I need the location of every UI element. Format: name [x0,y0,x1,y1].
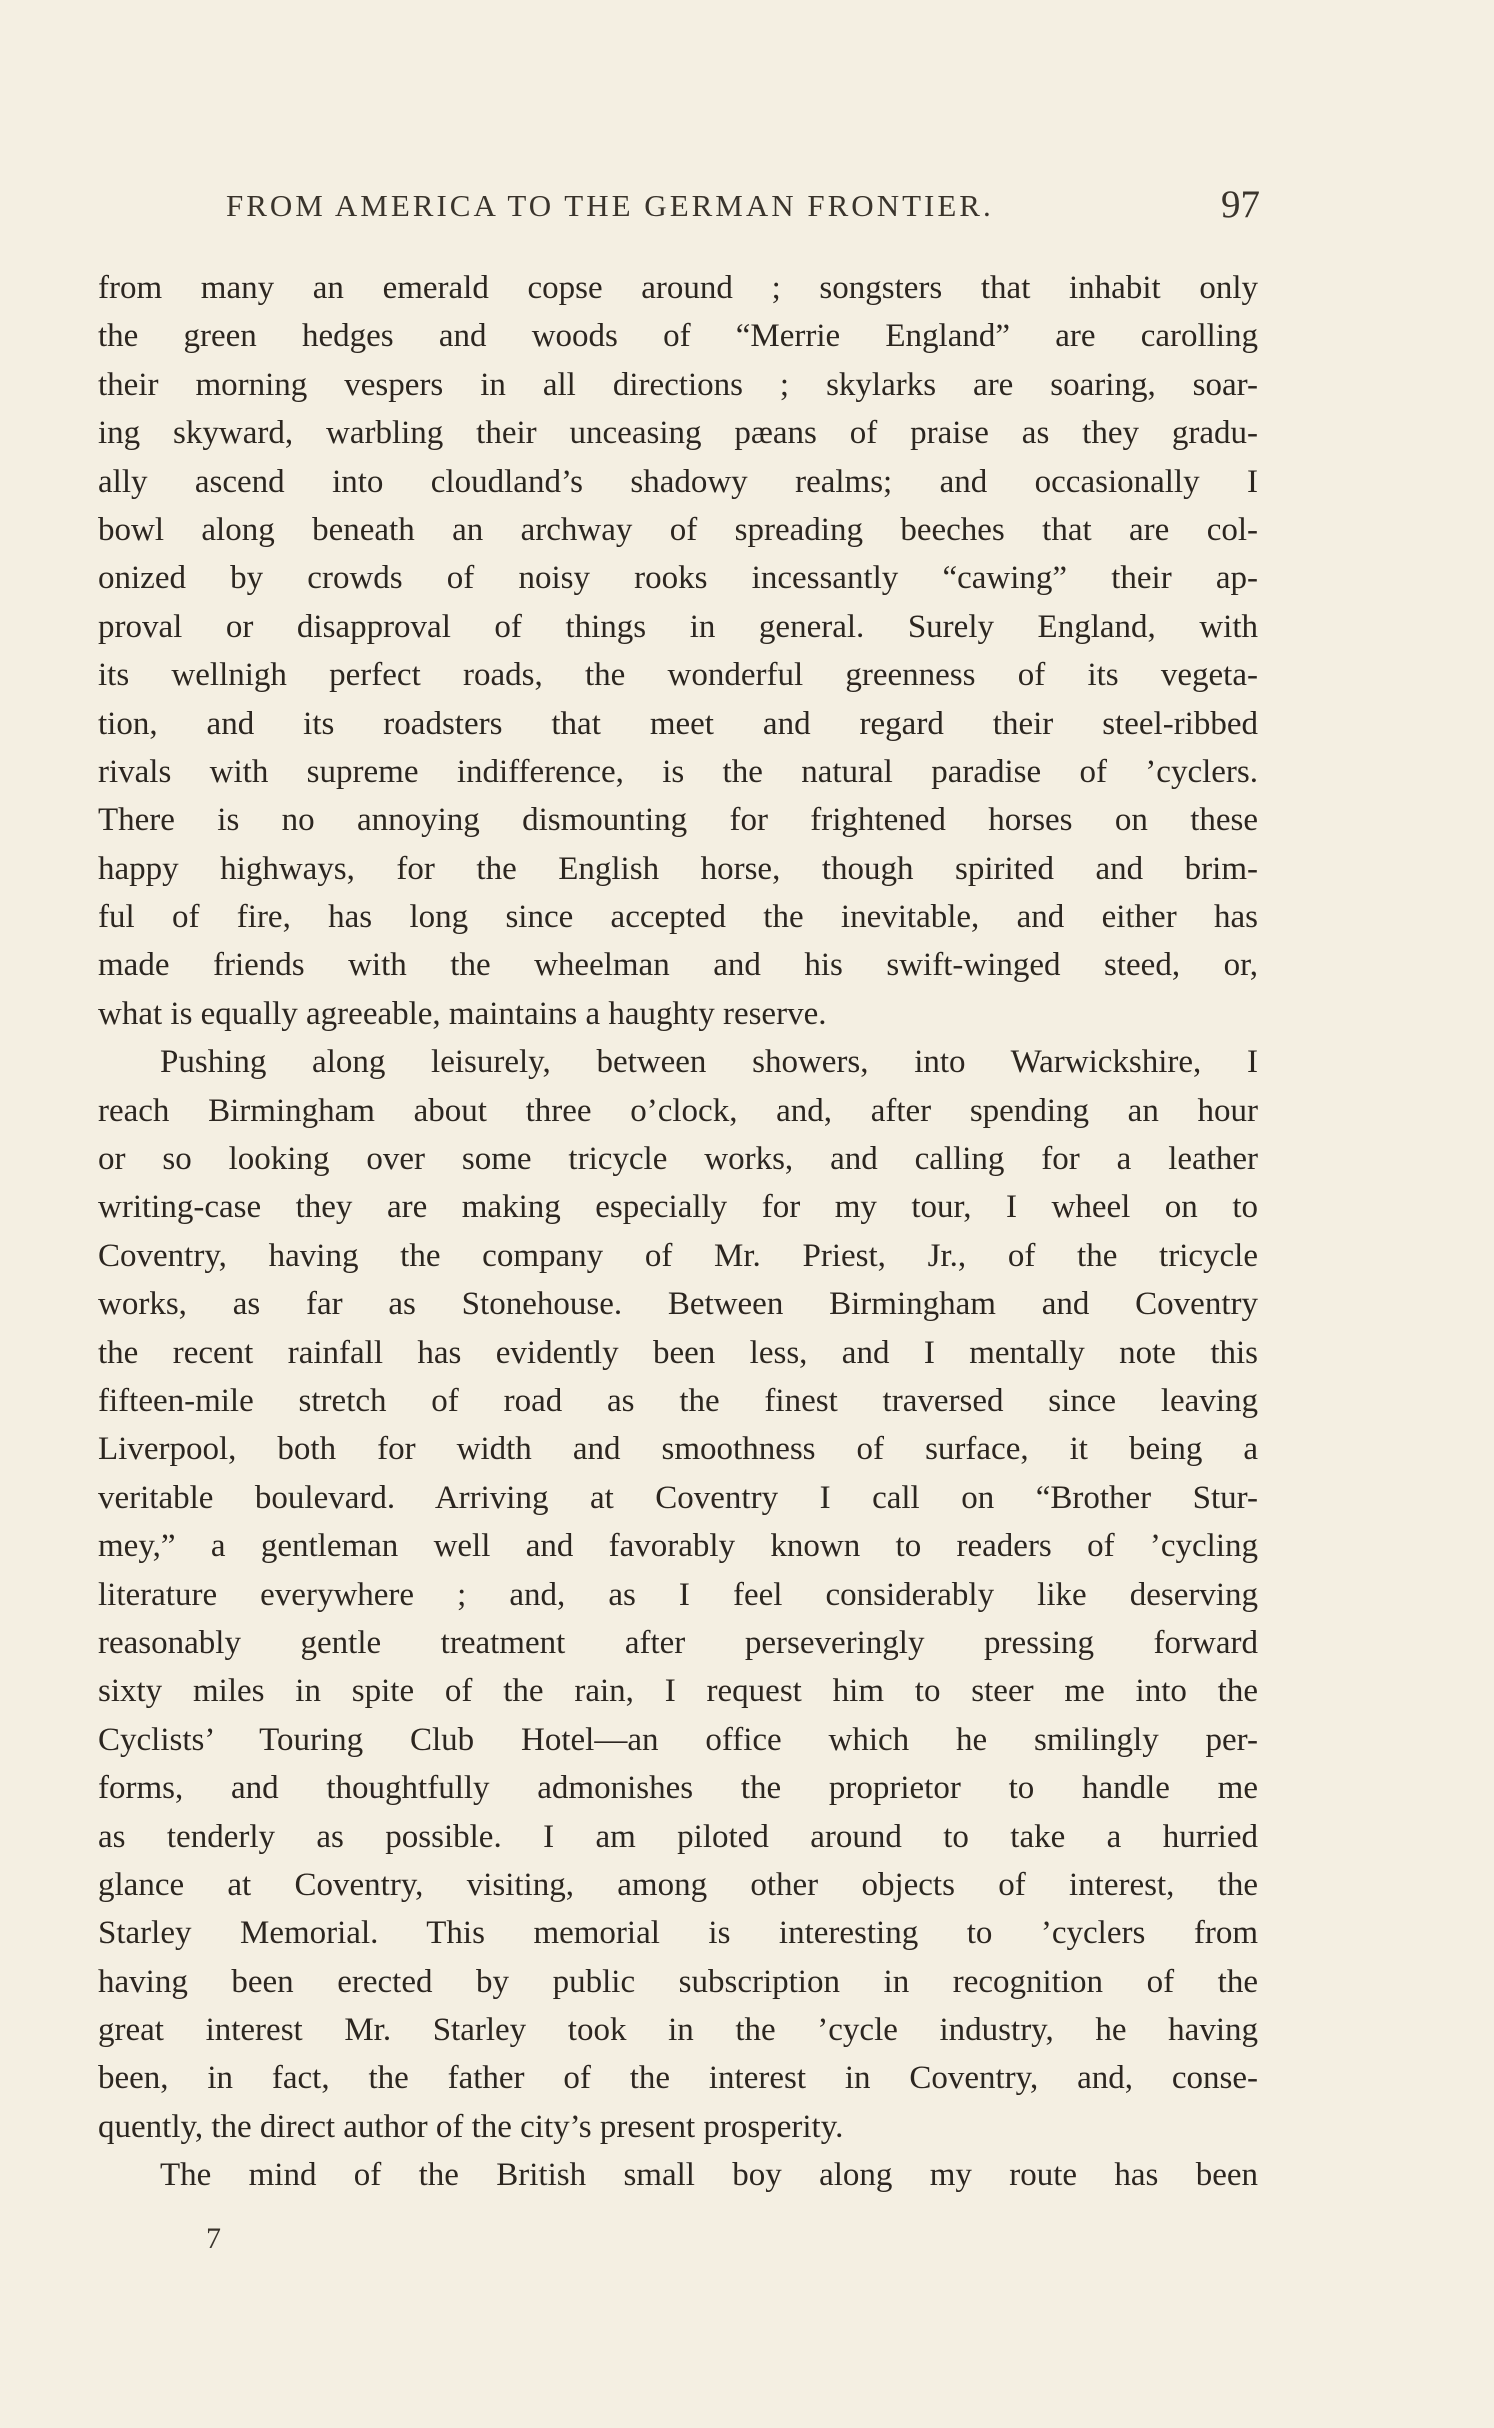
text-line: glance at Coventry, visiting, among other objects of interest, the [98,1866,1258,1903]
text-line: ally ascend into cloudland’s shadowy realms; and occasionally I [98,463,1258,500]
text-line: writing-case they are making especially for my tour, I wheel on to [98,1189,1258,1226]
text-line: from many an emerald copse around ; songsters that inhabit only [98,270,1258,306]
text-line: rivals with supreme indifference, is the natural paradise of ’cyclers. [98,753,1258,790]
paragraph-end-line: what is equally agreeable, maintains a haughty reserve. [98,995,827,1032]
text-line: tion, and its roadsters that meet and regard their steel-ribbed [98,705,1258,742]
paragraph-end-line: quently, the direct author of the city’s present prosperity. [98,2108,844,2145]
text-line: fifteen-mile stretch of road as the finest traversed since leaving [98,1382,1258,1419]
text-line: onized by crowds of noisy rooks incessantly “cawing” their ap- [98,560,1258,597]
paragraph-start-line: The mind of the British small boy along my route has been [160,2157,1258,2194]
text-line: been, in fact, the father of the interest in Coventry, and, conse- [98,2060,1258,2097]
text-line: proval or disapproval of things in general. Surely England, with [98,608,1258,645]
body-text [98,264,1258,2200]
text-line: mey,” a gentleman well and favorably known to readers of ’cycling [98,1528,1258,1565]
text-line: Cyclists’ Touring Club Hotel—an office which he smilingly per- [98,1721,1258,1758]
text-line: or so looking over some tricycle works, and calling for a leather [98,1141,1258,1178]
text-line: bowl along beneath an archway of spreading beeches that are col- [98,511,1258,548]
running-title: FROM AMERICA TO THE GERMAN FRONTIER. [226,188,994,223]
text-line: Liverpool, both for width and smoothness of surface, it being a [98,1431,1258,1468]
text-line: Coventry, having the company of Mr. Priest, Jr., of the tricycle [98,1237,1258,1274]
text-line: Starley Memorial. This memorial is interesting to ’cyclers from [98,1915,1258,1952]
text-line: ing skyward, warbling their unceasing pæans of praise as they gradu- [98,415,1258,452]
book-page [98,182,1260,2194]
text-line: the green hedges and woods of “Merrie England” are carolling [98,318,1258,355]
text-line: sixty miles in spite of the rain, I request him to steer me into the [98,1673,1258,1710]
text-line: veritable boulevard. Arriving at Coventry I call on “Brother Stur- [98,1479,1258,1516]
page-number: 97 [1221,183,1260,226]
text-line: the recent rainfall has evidently been less, and I mentally note this [98,1334,1258,1371]
text-line: ful of fire, has long since accepted the inevitable, and either has [98,899,1258,936]
text-line: works, as far as Stonehouse. Between Birmingham and Coventry [98,1286,1258,1323]
text-line: made friends with the wheelman and his swift-winged steed, or, [98,947,1258,984]
text-line: reach Birmingham about three o’clock, and, after spending an hour [98,1092,1258,1129]
running-head [98,182,1258,242]
text-line: great interest Mr. Starley took in the ’cycle industry, he having [98,2012,1258,2049]
text-line: reasonably gentle treatment after perseveringly pressing forward [98,1624,1258,1661]
text-line: happy highways, for the English horse, though spirited and brim- [98,850,1258,887]
text-line: as tenderly as possible. I am piloted around to take a hurried [98,1818,1258,1855]
paragraph-start-line: Pushing along leisurely, between showers, into Warwickshire, I [160,1044,1258,1081]
text-line: having been erected by public subscription in recognition of the [98,1963,1258,2000]
text-line: its wellnigh perfect roads, the wonderful greenness of its vegeta- [98,657,1258,694]
text-line: literature everywhere ; and, as I feel considerably like deserving [98,1576,1258,1613]
text-line: their morning vespers in all directions ; skylarks are soaring, soar- [98,366,1258,403]
signature-mark: 7 [206,2222,221,2255]
text-line: forms, and thoughtfully admonishes the proprietor to handle me [98,1770,1258,1807]
text-line: There is no annoying dismounting for frightened horses on these [98,802,1258,839]
